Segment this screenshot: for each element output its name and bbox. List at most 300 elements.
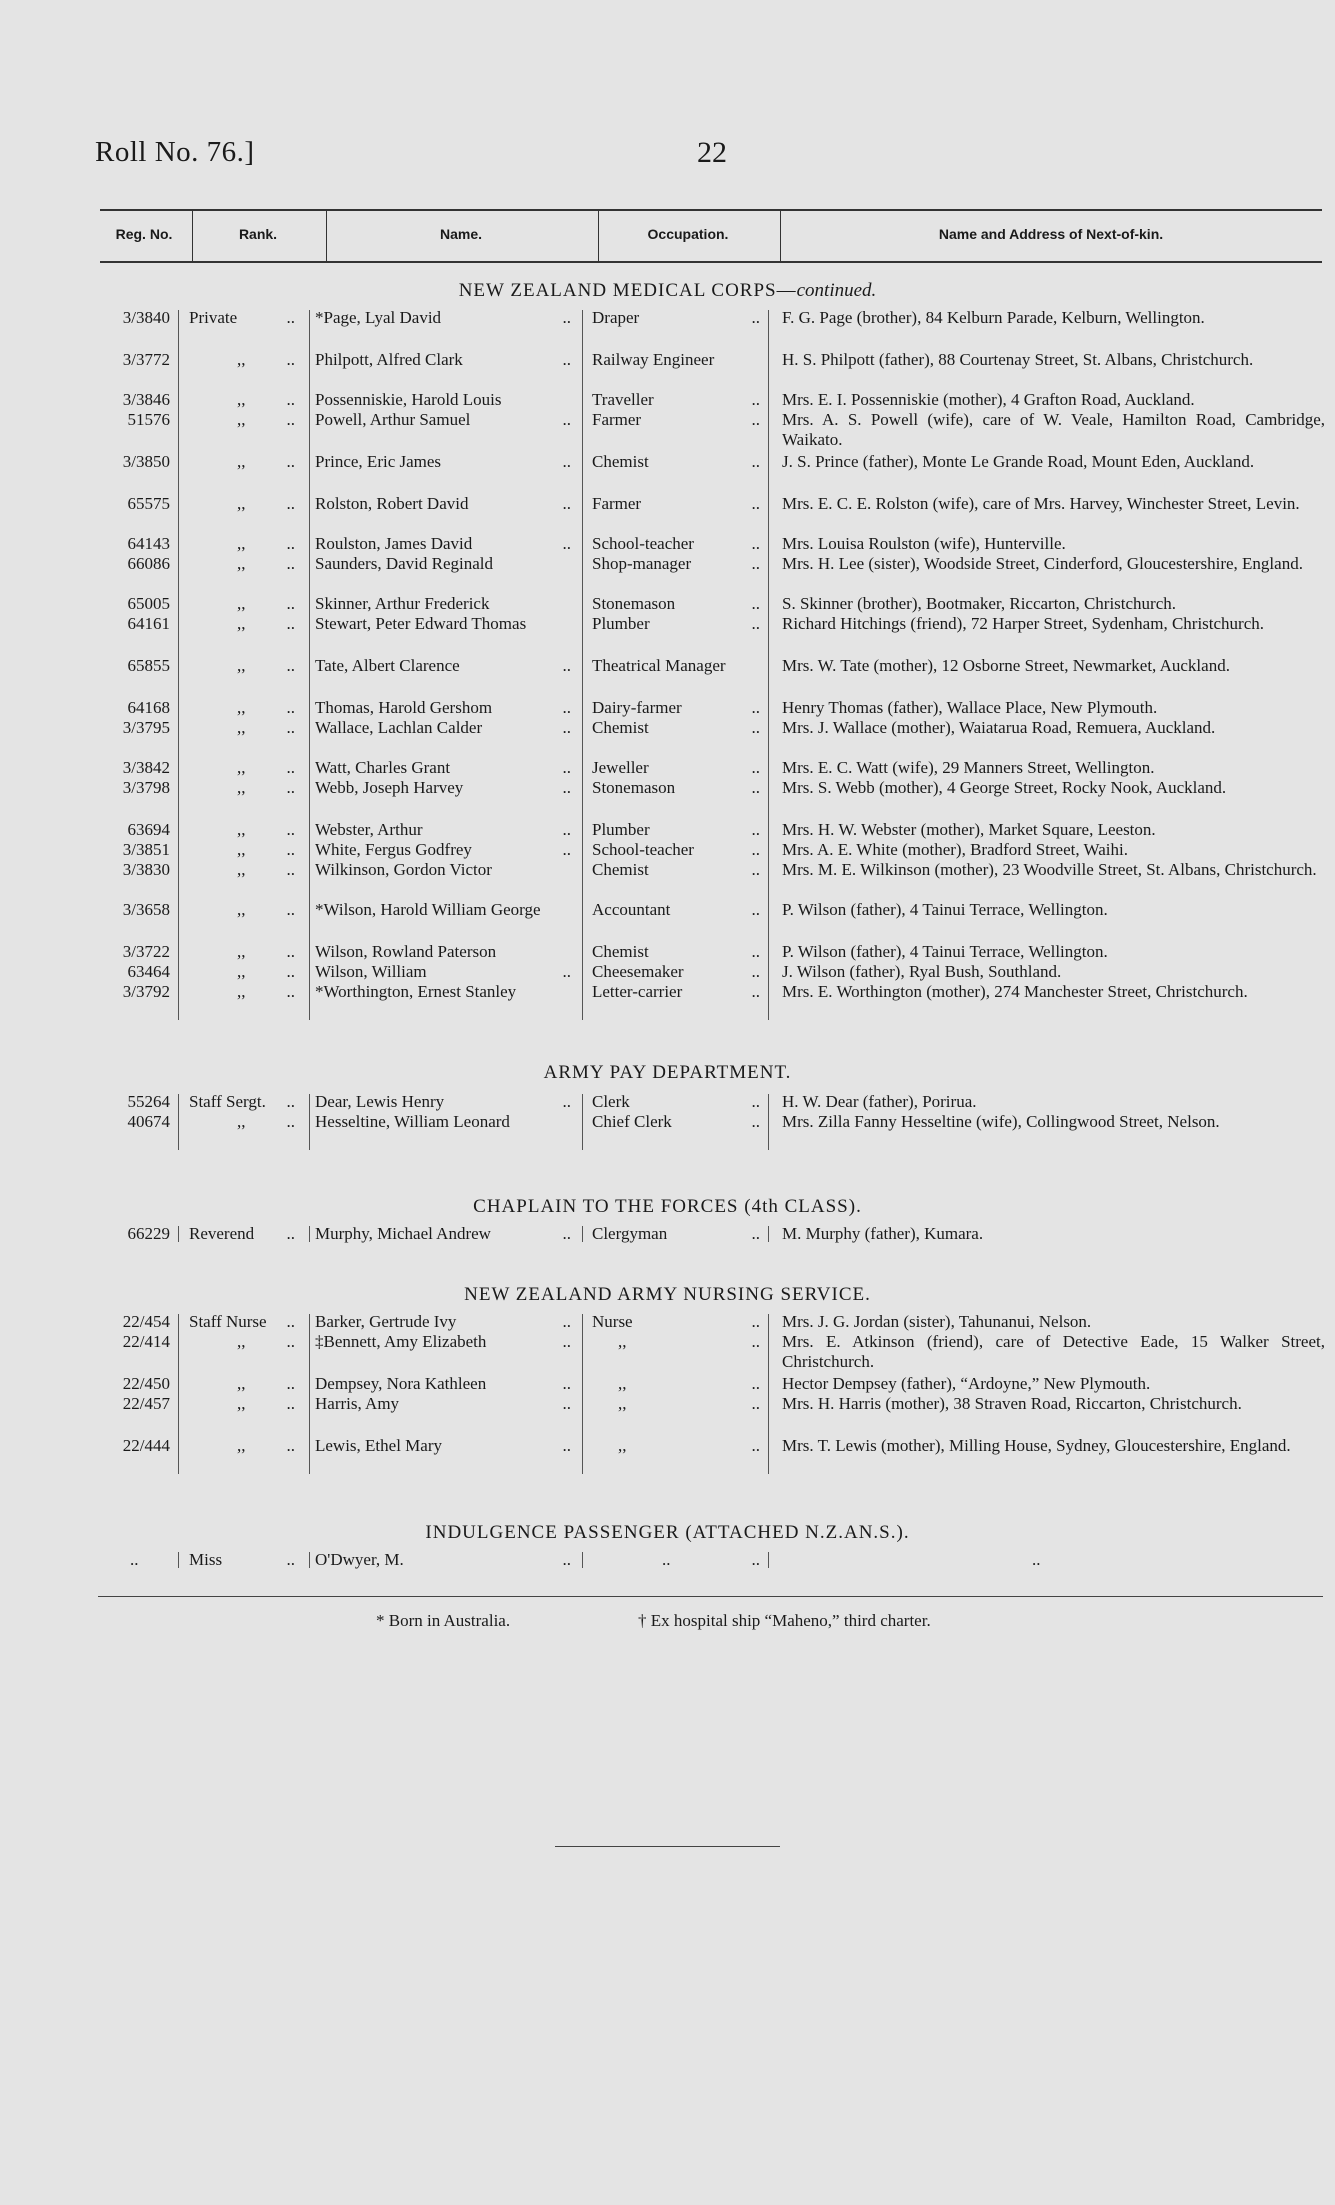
- soldier-name: O'Dwyer, M. ..: [315, 1550, 571, 1569]
- rank: ,, ..: [237, 410, 295, 429]
- next-of-kin-text: H. S. Philpott (father), 88 Courtenay Street, St. Albans, Christchurch.: [782, 350, 1254, 369]
- soldier-name-text: Roulston, James David: [315, 534, 473, 553]
- soldier-name-text: Possenniskie, Harold Louis: [315, 390, 502, 409]
- rank-text: Miss: [189, 1550, 223, 1569]
- soldier-name-text: *Worthington, Ernest Stanley: [315, 982, 517, 1001]
- reg-number-text: 66229: [127, 1224, 170, 1243]
- occupation: Stonemason ..: [592, 594, 760, 613]
- soldier-name-text: Skinner, Arthur Frederick: [315, 594, 490, 613]
- occupation: Chemist ..: [592, 860, 760, 879]
- section-title: [0, 1522, 1335, 1544]
- soldier-name-text: O'Dwyer, M.: [315, 1550, 404, 1569]
- occupation-text: Accountant: [592, 900, 671, 919]
- soldier-name: [315, 614, 575, 634]
- rank-text: ,,: [237, 1394, 246, 1413]
- next-of-kin: [782, 758, 1325, 778]
- reg-number-text: 65855: [127, 656, 170, 675]
- section-title-text: ARMY PAY DEPARTMENT.: [543, 1062, 792, 1083]
- soldier-name: [315, 390, 575, 410]
- bottom-rule: [98, 1596, 1323, 1597]
- reg-number: [90, 900, 170, 920]
- next-of-kin: [782, 1224, 1325, 1244]
- next-of-kin: [782, 778, 1325, 798]
- column-divider: [768, 1094, 769, 1150]
- section-title-text: CHAPLAIN TO THE FORCES (4th CLASS).: [473, 1196, 862, 1217]
- next-of-kin: [782, 840, 1325, 860]
- occupation-text: Theatrical Manager: [592, 656, 726, 675]
- soldier-name: Dempsey, Nora Kathleen ..: [315, 1374, 571, 1393]
- soldier-name-text: Barker, Gertrude Ivy: [315, 1312, 457, 1331]
- reg-number: [90, 840, 170, 860]
- rank-text: ,,: [237, 534, 246, 553]
- next-of-kin-text: Mrs. J. G. Jordan (sister), Tahunanui, Nelson.: [782, 1312, 1092, 1331]
- occupation: Jeweller ..: [592, 758, 760, 777]
- occupation-text: Shop-manager: [592, 554, 692, 573]
- next-of-kin-text: Mrs. Louisa Roulston (wife), Hunterville.: [782, 534, 1066, 553]
- soldier-name-text: White, Fergus Godfrey: [315, 840, 472, 859]
- reg-number: [90, 962, 170, 982]
- rank: ,, ..: [237, 942, 295, 961]
- reg-number: [90, 350, 170, 370]
- next-of-kin: [782, 1312, 1325, 1332]
- next-of-kin-text: P. Wilson (father), 4 Tainui Terrace, Wellington.: [782, 942, 1108, 961]
- column-divider: [582, 1094, 583, 1150]
- rank: ,, ..: [237, 656, 295, 675]
- soldier-name: ‡Bennett, Amy Elizabeth ..: [315, 1332, 571, 1351]
- soldier-name: Lewis, Ethel Mary ..: [315, 1436, 571, 1455]
- occupation-text: Nurse: [592, 1312, 633, 1331]
- occupation-text: School-teacher: [592, 840, 694, 859]
- occupation: School-teacher ..: [592, 840, 760, 859]
- soldier-name: [315, 554, 575, 574]
- soldier-name-text: Rolston, Robert David: [315, 494, 469, 513]
- soldier-name: White, Fergus Godfrey ..: [315, 840, 571, 859]
- rank-text: ,,: [237, 840, 246, 859]
- occupation: Plumber ..: [592, 820, 760, 839]
- rank-text: ,,: [237, 390, 246, 409]
- column-divider: [309, 1226, 310, 1242]
- occupation: Nurse ..: [592, 1312, 760, 1331]
- soldier-name-text: Wilson, William: [315, 962, 427, 981]
- next-of-kin: [782, 1112, 1325, 1132]
- rank-text: ,,: [237, 614, 246, 633]
- column-divider: [309, 1314, 310, 1474]
- occupation: Clerk ..: [592, 1092, 760, 1111]
- occupation: Farmer ..: [592, 494, 760, 513]
- reg-number: [90, 860, 170, 880]
- reg-number-text: 51576: [127, 410, 170, 429]
- soldier-name: Tate, Albert Clarence ..: [315, 656, 571, 675]
- soldier-name: Webb, Joseph Harvey ..: [315, 778, 571, 797]
- occupation-text: School-teacher: [592, 534, 694, 553]
- next-of-kin-text: Mrs. W. Tate (mother), 12 Osborne Street, Newmarket, Auckland.: [782, 656, 1230, 675]
- reg-number-text: 65005: [127, 594, 170, 613]
- rank-text: Staff Sergt.: [189, 1092, 266, 1111]
- next-of-kin-text: Mrs. S. Webb (mother), 4 George Street, Rocky Nook, Auckland.: [782, 778, 1227, 797]
- occupation-text: Chemist: [592, 942, 649, 961]
- occupation-text: Jeweller: [592, 758, 649, 777]
- section-title-text: NEW ZEALAND MEDICAL CORPS—: [458, 280, 797, 301]
- occupation-text: Traveller: [592, 390, 654, 409]
- rank-text: ,,: [237, 778, 246, 797]
- next-of-kin: [782, 350, 1325, 370]
- rank: Miss ..: [189, 1550, 295, 1569]
- section-title-text: NEW ZEALAND ARMY NURSING SERVICE.: [464, 1284, 871, 1305]
- reg-number-text: 3/3830: [122, 860, 170, 879]
- column-divider: [178, 1094, 179, 1150]
- column-divider: [178, 310, 179, 1020]
- next-of-kin-text: J. S. Prince (father), Monte Le Grande Road, Mount Eden, Auckland.: [782, 452, 1255, 471]
- rank-text: ,,: [237, 942, 246, 961]
- soldier-name-text: Webster, Arthur: [315, 820, 423, 839]
- rank: ,, ..: [237, 962, 295, 981]
- column-divider: [178, 1226, 179, 1242]
- rank-text: ,,: [237, 656, 246, 675]
- next-of-kin: [782, 698, 1325, 718]
- rank: ,, ..: [237, 698, 295, 717]
- next-of-kin: [782, 410, 1325, 450]
- section-title: [0, 1196, 1335, 1218]
- rank-text: ,,: [237, 494, 246, 513]
- reg-number-text: 3/3658: [122, 900, 170, 919]
- reg-number-text: 3/3840: [122, 308, 170, 327]
- next-of-kin: [782, 900, 1325, 920]
- next-of-kin-text: ..: [1032, 1550, 1041, 1569]
- rank: ,, ..: [237, 758, 295, 777]
- reg-number: [90, 494, 170, 514]
- occupation: ,, ..: [618, 1394, 760, 1413]
- soldier-name-text: Harris, Amy: [315, 1394, 400, 1413]
- reg-number: [90, 656, 170, 676]
- next-of-kin-text: Mrs. E. I. Possenniskie (mother), 4 Grafton Road, Auckland.: [782, 390, 1195, 409]
- occupation-text: ,,: [618, 1436, 627, 1455]
- next-of-kin: [782, 942, 1325, 962]
- reg-number-text: 3/3795: [122, 718, 170, 737]
- section-title: [0, 280, 1335, 302]
- reg-number-text: 65575: [127, 494, 170, 513]
- rank: ,, ..: [237, 1374, 295, 1393]
- soldier-name-text: Murphy, Michael Andrew: [315, 1224, 491, 1243]
- soldier-name: Watt, Charles Grant ..: [315, 758, 571, 777]
- rank: ,, ..: [237, 494, 295, 513]
- next-of-kin: [782, 594, 1325, 614]
- reg-number-text: ..: [130, 1550, 139, 1569]
- soldier-name: [315, 900, 575, 920]
- reg-number-text: 64143: [127, 534, 170, 553]
- rank-text: ,,: [237, 900, 246, 919]
- reg-number-text: 3/3722: [122, 942, 170, 961]
- occupation: [592, 656, 764, 676]
- occupation-text: ..: [662, 1550, 671, 1569]
- reg-number-text: 3/3846: [122, 390, 170, 409]
- soldier-name-text: ‡Bennett, Amy Elizabeth: [315, 1332, 487, 1351]
- soldier-name: Philpott, Alfred Clark ..: [315, 350, 571, 369]
- next-of-kin-text: Mrs. H. Lee (sister), Woodside Street, Cinderford, Gloucestershire, England.: [782, 554, 1303, 573]
- next-of-kin-text: Mrs. J. Wallace (mother), Waiatarua Road, Remuera, Auckland.: [782, 718, 1216, 737]
- soldier-name-text: Powell, Arthur Samuel: [315, 410, 471, 429]
- next-of-kin-text: Mrs. M. E. Wilkinson (mother), 23 Woodville Street, St. Albans, Christchurch.: [782, 860, 1317, 879]
- next-of-kin-text: Mrs. E. C. Watt (wife), 29 Manners Street, Wellington.: [782, 758, 1155, 777]
- occupation: Chemist ..: [592, 942, 760, 961]
- next-of-kin: [782, 860, 1325, 880]
- reg-number: [90, 390, 170, 410]
- soldier-name: Webster, Arthur ..: [315, 820, 571, 839]
- occupation: ,, ..: [618, 1436, 760, 1455]
- occupation: Letter-carrier ..: [592, 982, 760, 1001]
- rank-text: Private: [189, 308, 238, 327]
- column-divider: [582, 1314, 583, 1474]
- next-of-kin: [782, 1374, 1325, 1394]
- reg-number: [90, 614, 170, 634]
- soldier-name-text: Hesseltine, William Leonard: [315, 1112, 510, 1131]
- column-divider: [309, 1552, 310, 1568]
- rank: ,, ..: [237, 1332, 295, 1351]
- next-of-kin-text: Mrs. A. S. Powell (wife), care of W. Veale, Hamilton Road, Cambridge, Waikato.: [782, 410, 1325, 449]
- reg-number: [90, 1112, 170, 1132]
- section-title: [0, 1284, 1335, 1306]
- next-of-kin-text: Richard Hitchings (friend), 72 Harper Street, Sydenham, Christchurch.: [782, 614, 1265, 633]
- reg-number: [90, 1092, 170, 1112]
- soldier-name: [315, 982, 575, 1002]
- next-of-kin-text: J. Wilson (father), Ryal Bush, Southland.: [782, 962, 1062, 981]
- reg-number: [90, 594, 170, 614]
- next-of-kin: [782, 614, 1325, 634]
- rank: ,, ..: [237, 718, 295, 737]
- rank: ,, ..: [237, 614, 295, 633]
- next-of-kin: [782, 656, 1325, 676]
- reg-number: [90, 1436, 170, 1456]
- occupation: Dairy-farmer ..: [592, 698, 760, 717]
- occupation: Traveller ..: [592, 390, 760, 409]
- rank: ,, ..: [237, 1394, 295, 1413]
- column-divider: [309, 1094, 310, 1150]
- soldier-name: Wallace, Lachlan Calder ..: [315, 718, 571, 737]
- next-of-kin-text: Mrs. E. Worthington (mother), 274 Manchester Street, Christchurch.: [782, 982, 1248, 1001]
- reg-number: [90, 778, 170, 798]
- rank: ,, ..: [237, 820, 295, 839]
- col-occupation: Occupation.: [647, 226, 729, 242]
- footnote-born-australia: * Born in Australia.: [376, 1611, 511, 1630]
- reg-number-text: 55264: [127, 1092, 170, 1111]
- reg-number-text: 22/457: [122, 1394, 170, 1413]
- soldier-name-text: Wilson, Rowland Paterson: [315, 942, 497, 961]
- rank-text: ,,: [237, 820, 246, 839]
- occupation: Cheesemaker ..: [592, 962, 760, 981]
- next-of-kin-text: Henry Thomas (father), Wallace Place, New Plymouth.: [782, 698, 1158, 717]
- soldier-name: Roulston, James David ..: [315, 534, 571, 553]
- soldier-name-text: Prince, Eric James: [315, 452, 442, 471]
- reg-number: [90, 410, 170, 430]
- reg-number: [90, 1332, 170, 1352]
- next-of-kin-text: Hector Dempsey (father), “Ardoyne,” New Plymouth.: [782, 1374, 1151, 1393]
- next-of-kin-text: Mrs. Zilla Fanny Hesseltine (wife), Collingwood Street, Nelson.: [782, 1112, 1220, 1131]
- occupation: Chemist ..: [592, 452, 760, 471]
- occupation: Draper ..: [592, 308, 760, 327]
- col-reg: Reg. No.: [115, 226, 173, 242]
- next-of-kin: [782, 1394, 1325, 1414]
- section-title: [0, 1062, 1335, 1084]
- rank-text: ,,: [237, 1332, 246, 1351]
- section-title-suffix: continued.: [796, 280, 877, 301]
- occupation-text: ,,: [618, 1332, 627, 1351]
- soldier-name: Harris, Amy ..: [315, 1394, 571, 1413]
- rank: ,, ..: [237, 554, 295, 573]
- reg-number-text: 22/444: [122, 1436, 170, 1455]
- occupation-text: Farmer: [592, 410, 642, 429]
- rank: ,, ..: [237, 452, 295, 471]
- reg-number-text: 3/3851: [122, 840, 170, 859]
- rank-text: ,,: [237, 758, 246, 777]
- page-header: [95, 136, 1330, 176]
- rank-text: ,,: [237, 1112, 246, 1131]
- reg-number-text: 3/3792: [122, 982, 170, 1001]
- column-divider: [768, 1226, 769, 1242]
- soldier-name: [315, 942, 575, 962]
- rank: ,, ..: [237, 840, 295, 859]
- rank: ,, ..: [237, 390, 295, 409]
- footnote-maheno: † Ex hospital ship “Maheno,” third charter.: [638, 1611, 931, 1630]
- soldier-name-text: Watt, Charles Grant: [315, 758, 451, 777]
- reg-number: [90, 982, 170, 1002]
- occupation-text: Draper: [592, 308, 640, 327]
- reg-number: [90, 758, 170, 778]
- rank-text: ,,: [237, 594, 246, 613]
- occupation-text: Clerk: [592, 1092, 630, 1111]
- soldier-name-text: Dempsey, Nora Kathleen: [315, 1374, 487, 1393]
- next-of-kin-text: Mrs. E. C. E. Rolston (wife), care of Mrs. Harvey, Winchester Street, Levin.: [782, 494, 1300, 513]
- reg-number-text: 22/454: [122, 1312, 170, 1331]
- next-of-kin: [782, 308, 1325, 328]
- occupation: .. ..: [662, 1550, 760, 1569]
- rank: ,, ..: [237, 534, 295, 553]
- next-of-kin: [782, 534, 1325, 554]
- occupation-text: Chief Clerk: [592, 1112, 672, 1131]
- soldier-name: Dear, Lewis Henry ..: [315, 1092, 571, 1111]
- column-divider: [768, 1314, 769, 1474]
- soldier-name: [315, 1112, 575, 1132]
- rank: Reverend ..: [189, 1224, 295, 1243]
- rank: ,, ..: [237, 350, 295, 369]
- page-number: 22: [697, 136, 727, 169]
- rank: ,, ..: [237, 900, 295, 919]
- soldier-name: [315, 860, 575, 880]
- next-of-kin: [782, 494, 1325, 514]
- reg-number: [90, 820, 170, 840]
- soldier-name: [315, 594, 575, 614]
- rank-text: ,,: [237, 1374, 246, 1393]
- rank-text: ,,: [237, 410, 246, 429]
- section-title-text: INDULGENCE PASSENGER (ATTACHED N.Z.AN.S.).: [425, 1522, 910, 1543]
- soldier-name-text: Thomas, Harold Gershom: [315, 698, 493, 717]
- reg-number-text: 3/3798: [122, 778, 170, 797]
- reg-number: [90, 942, 170, 962]
- occupation-text: Plumber: [592, 820, 650, 839]
- occupation-text: Letter-carrier: [592, 982, 683, 1001]
- rank: ,, ..: [237, 982, 295, 1001]
- reg-number-text: 3/3850: [122, 452, 170, 471]
- occupation: Clergyman ..: [592, 1224, 760, 1243]
- next-of-kin: [782, 982, 1325, 1002]
- occupation-text: ,,: [618, 1374, 627, 1393]
- soldier-name-text: *Wilson, Harold William George: [315, 900, 541, 919]
- rank-text: ,,: [237, 982, 246, 1001]
- rank: Staff Sergt. ..: [189, 1092, 295, 1111]
- reg-number-text: 3/3772: [122, 350, 170, 369]
- occupation-text: Stonemason: [592, 594, 676, 613]
- rank: ,, ..: [237, 860, 295, 879]
- rank-text: ,,: [237, 860, 246, 879]
- next-of-kin: [782, 1550, 1325, 1570]
- reg-number: [90, 698, 170, 718]
- reg-number: [90, 1224, 170, 1244]
- col-next-of-kin: Name and Address of Next-of-kin.: [938, 226, 1164, 242]
- reg-number-text: 3/3842: [122, 758, 170, 777]
- occupation-text: Farmer: [592, 494, 642, 513]
- rank: Private ..: [189, 308, 295, 327]
- soldier-name-text: Tate, Albert Clarence: [315, 656, 460, 675]
- next-of-kin: [782, 718, 1325, 738]
- soldier-name-text: Saunders, David Reginald: [315, 554, 493, 573]
- reg-number-text: 22/450: [122, 1374, 170, 1393]
- reg-number: [90, 1312, 170, 1332]
- rank: Staff Nurse ..: [189, 1312, 295, 1331]
- occupation-text: Dairy-farmer: [592, 698, 682, 717]
- reg-number-text: 63464: [127, 962, 170, 981]
- rank: ,, ..: [237, 594, 295, 613]
- soldier-name-text: Lewis, Ethel Mary: [315, 1436, 442, 1455]
- column-divider: [309, 310, 310, 1020]
- reg-number-text: 64168: [127, 698, 170, 717]
- soldier-name-text: Wallace, Lachlan Calder: [315, 718, 483, 737]
- col-rank: Rank.: [238, 226, 278, 242]
- next-of-kin: [782, 554, 1325, 574]
- rank: ,, ..: [237, 1112, 295, 1131]
- soldier-name: Powell, Arthur Samuel ..: [315, 410, 571, 429]
- soldier-name-text: Webb, Joseph Harvey: [315, 778, 464, 797]
- reg-number-text: 22/414: [122, 1332, 170, 1351]
- rank-text: ,,: [237, 350, 246, 369]
- occupation-text: Chemist: [592, 718, 649, 737]
- next-of-kin-text: P. Wilson (father), 4 Tainui Terrace, Wellington.: [782, 900, 1108, 919]
- occupation: Plumber ..: [592, 614, 760, 633]
- next-of-kin-text: Mrs. H. W. Webster (mother), Market Square, Leeston.: [782, 820, 1156, 839]
- reg-number: [90, 452, 170, 472]
- reg-number-text: 40674: [127, 1112, 170, 1131]
- occupation: Farmer ..: [592, 410, 760, 429]
- next-of-kin-text: H. W. Dear (father), Porirua.: [782, 1092, 977, 1111]
- soldier-name: *Page, Lyal David ..: [315, 308, 571, 327]
- rank-text: ,,: [237, 452, 246, 471]
- column-header: [100, 209, 1322, 263]
- rank-text: ,,: [237, 554, 246, 573]
- reg-number: [90, 554, 170, 574]
- occupation-text: Railway Engineer: [592, 350, 715, 369]
- soldier-name: Barker, Gertrude Ivy ..: [315, 1312, 571, 1331]
- occupation: ,, ..: [618, 1332, 760, 1351]
- column-divider: [768, 310, 769, 1020]
- rank-text: ,,: [237, 1436, 246, 1455]
- reg-number-text: 63694: [127, 820, 170, 839]
- next-of-kin: [782, 962, 1325, 982]
- occupation-text: Clergyman: [592, 1224, 668, 1243]
- soldier-name: Thomas, Harold Gershom ..: [315, 698, 571, 717]
- occupation: Shop-manager ..: [592, 554, 760, 573]
- roll-number: Roll No. 76.]: [95, 136, 255, 168]
- reg-number: [90, 534, 170, 554]
- next-of-kin-text: M. Murphy (father), Kumara.: [782, 1224, 984, 1243]
- occupation-text: Chemist: [592, 452, 649, 471]
- soldier-name-text: Wilkinson, Gordon Victor: [315, 860, 492, 879]
